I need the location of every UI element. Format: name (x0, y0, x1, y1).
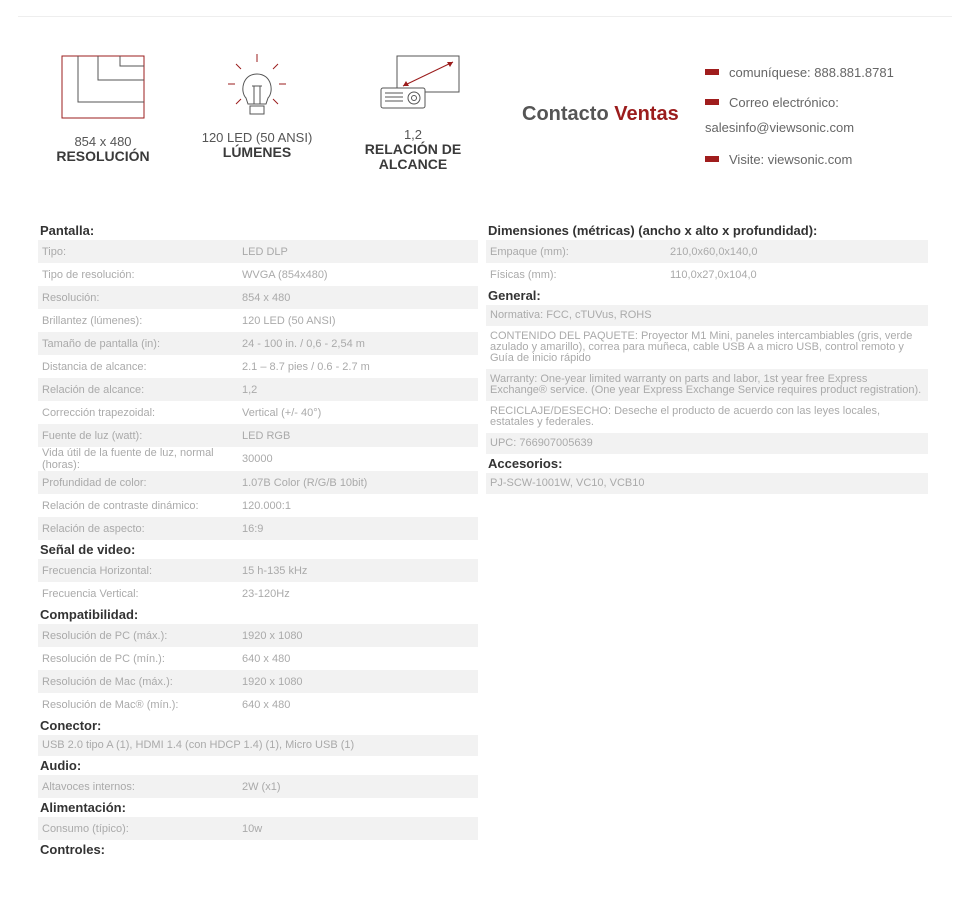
spec-row (38, 559, 478, 582)
general-item: RECICLAJE/DESECHO: Deseche el producto de acuerdo con las leyes locales, estatales y federales. (486, 401, 928, 433)
spec-key: Frecuencia Vertical: (42, 587, 139, 600)
spec-key: Relación de aspecto: (42, 522, 145, 535)
spec-row (38, 817, 478, 840)
spec-row (38, 670, 478, 693)
spec-value: WVGA (854x480) (242, 268, 328, 281)
resolution-label: RESOLUCIÓN (56, 148, 150, 164)
general-item: CONTENIDO DEL PAQUETE: Proyector M1 Mini, paneles intercambiables (gris, verde azulado y amarillo), correa para muñeca, cable USB A a micro USB, control remoto y Guía de inicio rápido (486, 326, 928, 369)
spec-key: Brillantez (lúmenes): (42, 314, 143, 327)
contact-email-label-text: Correo electrónico: (729, 94, 839, 110)
spec-throw-ratio (348, 52, 478, 172)
section-heading-dim: Dimensiones (métricas) (ancho x alto x profundidad): (488, 223, 818, 238)
contact-phone[interactable] (705, 57, 894, 87)
contact-email-link[interactable]: salesinfo@viewsonic.com (705, 120, 855, 135)
bullet-icon (705, 69, 719, 75)
spec-key: Altavoces internos: (42, 780, 135, 793)
section-heading-audio: Audio: (40, 758, 82, 773)
conector-text: USB 2.0 tipo A (1), HDMI 1.4 (con HDCP 1.4) (1), Micro USB (1) (38, 735, 478, 756)
contact-web-row (705, 144, 852, 174)
lumens-value: 120 LED (50 ANSI) (201, 130, 313, 145)
spec-column-right (486, 221, 928, 494)
spec-key: Relación de contraste dinámico: (42, 499, 199, 512)
spec-row (486, 263, 928, 286)
projector-icon (363, 52, 463, 122)
general-item: Warranty: One-year limited warranty on parts and labor, 1st year free Express Exchange® service. (One year Express Exchange Service requires product registration). (486, 369, 928, 401)
spec-value: 210,0x60,0x140,0 (670, 245, 758, 258)
spec-row (38, 355, 478, 378)
spec-value: 23-120Hz (242, 587, 290, 600)
spec-value: 30000 (242, 453, 273, 465)
top-divider (18, 16, 952, 17)
spec-row (38, 378, 478, 401)
spec-row (486, 240, 928, 263)
spec-key: Corrección trapezoidal: (42, 406, 156, 419)
lumens-label: LÚMENES (222, 144, 292, 160)
spec-key: Resolución: (42, 291, 100, 304)
spec-row (38, 494, 478, 517)
spec-resolution (38, 52, 168, 164)
spec-value: 15 h-135 kHz (242, 564, 308, 577)
contact-phone-text: comuníquese: 888.881.8781 (729, 64, 894, 80)
spec-row (38, 647, 478, 670)
spec-key: Tipo: (42, 245, 67, 258)
spec-value: 1.07B Color (R/G/B 10bit) (242, 476, 368, 489)
spec-key: Resolución de Mac (máx.): (42, 675, 173, 688)
resolution-icon (58, 52, 148, 122)
group-pantalla (38, 240, 478, 540)
spec-value: 120 LED (50 ANSI) (242, 314, 336, 327)
group-dim (486, 240, 928, 286)
section-heading-senal: Señal de video: (40, 542, 136, 557)
spec-value: LED RGB (242, 429, 291, 442)
spec-row (38, 286, 478, 309)
spec-key: Fuente de luz (watt): (42, 429, 143, 442)
spec-key: Frecuencia Horizontal: (42, 564, 153, 577)
spec-key: Distancia de alcance: (42, 360, 147, 373)
spec-row (38, 332, 478, 355)
spec-row (38, 775, 478, 798)
spec-row (38, 624, 478, 647)
section-heading-general: General: (488, 288, 541, 303)
spec-value: 640 x 480 (242, 652, 291, 665)
spec-key: Empaque (mm): (490, 245, 569, 258)
spec-row (38, 517, 478, 540)
section-heading-controles: Controles: (40, 842, 105, 857)
spec-value: 10w (242, 822, 263, 835)
spec-value: 2.1 – 8.7 pies / 0.6 - 2.7 m (242, 360, 370, 373)
section-heading-pantalla: Pantalla: (40, 223, 95, 238)
section-heading-conector: Conector: (40, 718, 102, 733)
spec-key: Profundidad de color: (42, 476, 147, 489)
spec-value: 120.000:1 (242, 499, 291, 512)
spec-key: Resolución de PC (máx.): (42, 629, 168, 642)
spec-row (38, 447, 478, 471)
spec-key: Consumo (típico): (42, 822, 129, 835)
spec-value: 854 x 480 (242, 291, 291, 304)
spec-row (38, 401, 478, 424)
general-item: Normativa: FCC, cTUVus, ROHS (486, 305, 928, 326)
bullet-icon (705, 156, 719, 162)
group-general (486, 305, 928, 454)
spec-value: 24 - 100 in. / 0,6 - 2,54 m (242, 337, 365, 350)
contact-web[interactable] (705, 144, 852, 174)
group-compat (38, 624, 478, 716)
contact-title-b: Ventas (614, 103, 679, 125)
accesorios-text: PJ-SCW-1001W, VC10, VCB10 (486, 473, 928, 494)
section-heading-alim: Alimentación: (40, 800, 126, 815)
spec-value: 16:9 (242, 522, 264, 535)
general-item: UPC: 766907005639 (486, 433, 928, 454)
spec-key: Resolución de PC (mín.): (42, 652, 165, 665)
spec-row (38, 471, 478, 494)
spec-value: 640 x 480 (242, 698, 291, 711)
contact-web-text: Visite: viewsonic.com (729, 151, 853, 167)
lightbulb-icon (222, 52, 292, 126)
spec-key: Vida útil de la fuente de luz, normal (horas): (42, 447, 214, 471)
spec-value: 1920 x 1080 (242, 629, 303, 642)
spec-value: Vertical (+/- 40°) (242, 406, 322, 419)
contact-title (522, 103, 679, 126)
spec-lumens (192, 52, 322, 160)
spec-row (38, 309, 478, 332)
spec-key: Resolución de Mac® (mín.): (42, 698, 179, 711)
spec-value: 1920 x 1080 (242, 675, 303, 688)
throw-ratio-label: RELACIÓN DE ALCANCE (364, 141, 462, 172)
spec-column-left (38, 221, 478, 859)
resolution-value: 854 x 480 (74, 134, 132, 149)
bullet-icon (705, 99, 719, 105)
contact-email-label (705, 87, 894, 117)
spec-row (38, 240, 478, 263)
group-audio (38, 775, 478, 798)
spec-row (38, 582, 478, 605)
section-heading-compat: Compatibilidad: (40, 607, 139, 622)
spec-key: Tamaño de pantalla (in): (42, 337, 161, 350)
spec-value: 1,2 (242, 383, 258, 396)
spec-key: Relación de alcance: (42, 383, 145, 396)
spec-key: Tipo de resolución: (42, 268, 135, 281)
contact-list (705, 57, 894, 117)
contact-title-a: Contacto (522, 103, 615, 125)
spec-row (38, 424, 478, 447)
spec-value: 110,0x27,0x104,0 (670, 268, 757, 281)
spec-row (38, 263, 478, 286)
spec-row (38, 693, 478, 716)
throw-ratio-value: 1,2 (403, 127, 423, 142)
section-heading-acc: Accesorios: (488, 456, 563, 471)
group-alim (38, 817, 478, 840)
spec-key: Físicas (mm): (490, 268, 557, 281)
spec-value: 2W (x1) (242, 780, 281, 793)
group-senal (38, 559, 478, 605)
spec-value: LED DLP (242, 245, 288, 258)
